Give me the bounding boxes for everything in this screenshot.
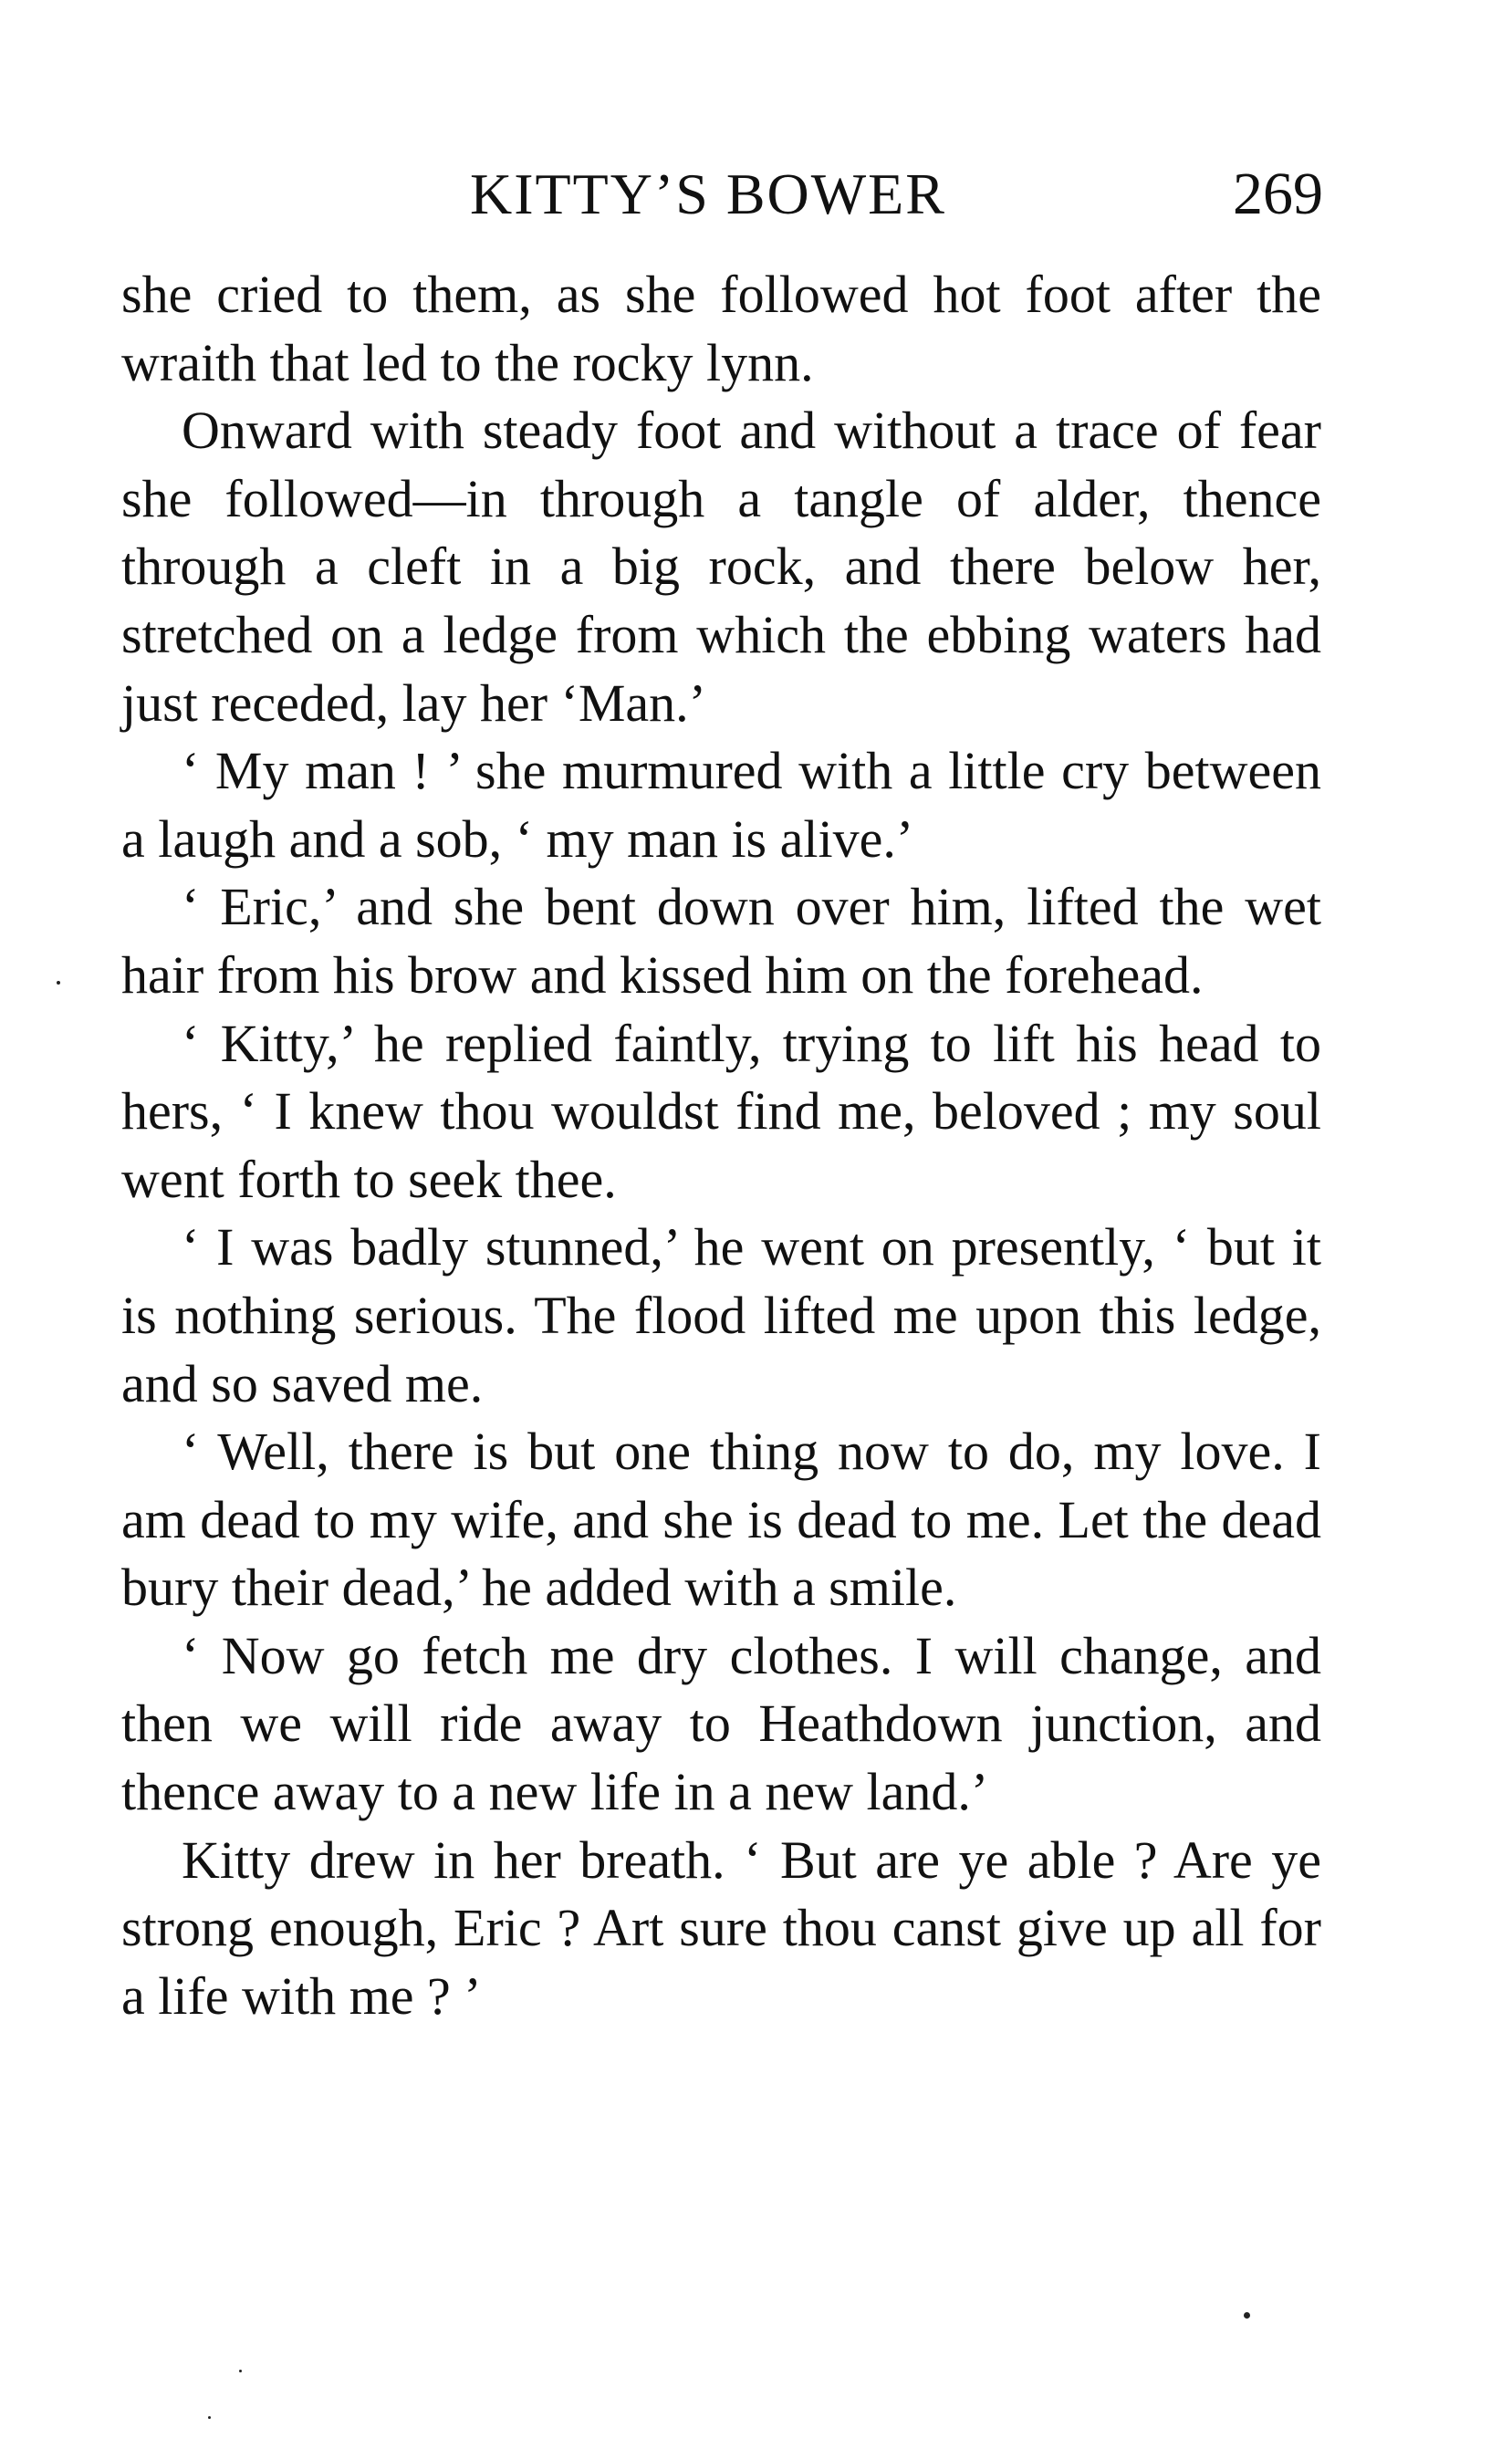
paragraph: ‘ My man ! ’ she murmured with a little cry between a laugh and a sob, ‘ my man is alive.’ xyxy=(121,741,1321,869)
paragraph: ‘ I was badly stunned,’ he went on presently, ‘ but it is nothing serious. The flood lifted me upon this ledge, and so saved me. xyxy=(121,1217,1321,1413)
paragraph: she cried to them, as she followed hot foot after the wraith that led to the rocky lynn. xyxy=(121,265,1321,392)
ink-speck xyxy=(57,981,60,985)
page-number: 269 xyxy=(1233,161,1323,227)
paragraph: ‘ Well, there is but one thing now to do, my love. I am dead to my wife, and she is dead to me. Let the dead bury their dead,’ he added with a smile. xyxy=(121,1422,1321,1618)
paragraph: Kitty drew in her breath. ‘ But are ye able ? Are ye strong enough, Eric ? Art sure thou canst give up all for a life with me ? ’ xyxy=(121,1829,1321,2026)
ink-speck xyxy=(208,2416,211,2419)
paragraph: ‘ Eric,’ and she bent down over him, lifted the wet hair from his brow and kissed him on the forehead. xyxy=(121,877,1321,1005)
ink-speck xyxy=(239,2370,242,2372)
ink-speck xyxy=(1244,2312,1250,2319)
paragraph: ‘ Now go fetch me dry clothes. I will change, and then we will ride away to Heathdown junction, and thence away to a new life in a new land.’ xyxy=(121,1625,1321,1822)
body-text xyxy=(121,261,1321,2030)
page-header xyxy=(119,153,1323,235)
paragraph: Onward with steady foot and without a trace of fear she followed—in through a tangle of alder, thence through a cleft in a big rock, and there below her, stretched on a ledge from which the ebbing waters had just receded, lay her ‘Man.’ xyxy=(121,401,1321,733)
paragraph: ‘ Kitty,’ he replied faintly, trying to lift his head to hers, ‘ I knew thou wouldst find me, beloved ; my soul went forth to seek thee. xyxy=(121,1013,1321,1209)
running-head: KITTY’S BOWER xyxy=(470,162,946,226)
